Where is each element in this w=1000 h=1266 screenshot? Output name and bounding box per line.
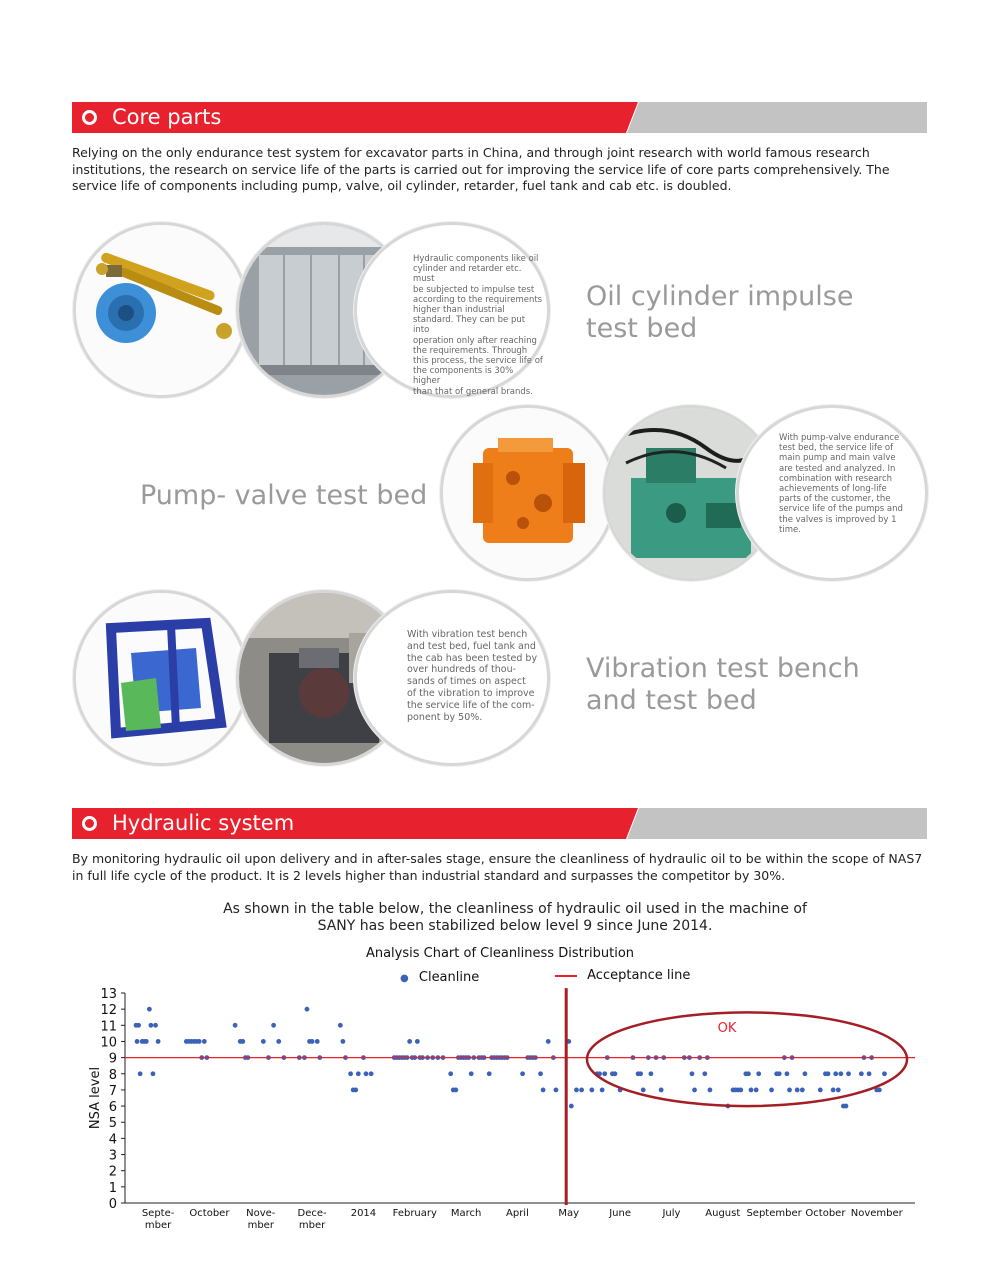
desc-line: Hydraulic components like oil xyxy=(413,254,539,264)
x-tick-label xyxy=(705,1208,740,1219)
data-point xyxy=(844,1104,849,1109)
data-point xyxy=(415,1039,420,1044)
x-tick-label xyxy=(298,1208,328,1231)
desc-line: time. xyxy=(779,524,801,535)
data-point xyxy=(600,1088,605,1093)
legend-dot-icon: ● xyxy=(400,973,409,984)
desc-line: sands of times on aspect xyxy=(407,676,526,688)
image-pod xyxy=(73,222,249,398)
pump-valve-caption xyxy=(140,480,427,512)
x-tick-label-line: May xyxy=(558,1208,580,1219)
data-point xyxy=(135,1039,140,1044)
desc-line: standard. They can be put into xyxy=(413,315,526,336)
data-point xyxy=(708,1088,713,1093)
y-tick-label: 9 xyxy=(108,1051,117,1067)
data-point xyxy=(348,1071,353,1076)
data-point xyxy=(838,1071,843,1076)
vibration-caption xyxy=(586,653,860,717)
data-point xyxy=(261,1039,266,1044)
data-point xyxy=(153,1023,158,1028)
desc-line: With vibration test bench xyxy=(407,629,528,640)
main-valve-image xyxy=(443,408,613,578)
chart-intro-note xyxy=(150,901,880,935)
data-point xyxy=(738,1088,743,1093)
data-point xyxy=(754,1088,759,1093)
data-point xyxy=(136,1023,141,1028)
desc-line: according to the requirements xyxy=(413,294,543,305)
caption-line: and test bed xyxy=(586,685,757,716)
data-point xyxy=(746,1071,751,1076)
x-tick-label-line: April xyxy=(506,1208,529,1219)
legend-line-label: Acceptance line xyxy=(587,968,691,983)
oil-cylinder-caption xyxy=(586,281,853,345)
x-tick-label xyxy=(851,1208,904,1219)
data-point xyxy=(826,1071,831,1076)
data-point xyxy=(147,1007,152,1012)
data-point xyxy=(831,1088,836,1093)
x-tick-label xyxy=(746,1208,802,1219)
data-point xyxy=(149,1023,154,1028)
x-tick-label xyxy=(246,1208,276,1231)
data-point xyxy=(641,1088,646,1093)
data-point xyxy=(795,1088,800,1093)
data-point xyxy=(453,1088,458,1093)
vibration-description xyxy=(407,629,547,723)
data-point xyxy=(659,1088,664,1093)
caption-line: Pump- valve test bed xyxy=(140,480,428,511)
header-gray-band xyxy=(627,102,927,133)
x-tick-label-line: Nove- xyxy=(246,1208,276,1219)
pump-valve-description xyxy=(779,433,914,535)
oil-cylinder-description xyxy=(413,254,543,397)
desc-line: the components is 30% higher xyxy=(413,366,514,387)
desc-line: test bed, the service life of xyxy=(779,443,894,454)
legend-series xyxy=(400,970,479,985)
legend-line-icon xyxy=(555,975,577,977)
desc-line: the valves is improved by 1 xyxy=(779,514,897,525)
y-tick-label: 0 xyxy=(108,1197,117,1212)
y-axis-label: NSA level xyxy=(88,1066,103,1130)
data-point xyxy=(364,1071,369,1076)
data-point xyxy=(859,1071,864,1076)
data-point xyxy=(407,1039,412,1044)
data-point xyxy=(882,1071,887,1076)
bullet-circle-icon xyxy=(82,816,97,831)
y-tick-label: 12 xyxy=(100,1003,117,1019)
x-tick-label xyxy=(805,1208,846,1219)
desc-line: over hundreds of thou- xyxy=(407,664,517,676)
data-point xyxy=(579,1088,584,1093)
image-pod xyxy=(440,405,616,581)
core-parts-intro xyxy=(72,145,932,195)
chart-title: Analysis Chart of Cleanliness Distribution xyxy=(365,946,635,961)
x-tick-label-line: September xyxy=(746,1208,802,1219)
data-point xyxy=(356,1071,361,1076)
data-point xyxy=(369,1071,374,1076)
data-point xyxy=(702,1071,707,1076)
data-point xyxy=(156,1039,161,1044)
data-point xyxy=(338,1023,343,1028)
y-tick-label: 3 xyxy=(108,1148,117,1164)
data-point xyxy=(315,1039,320,1044)
x-tick-label-line: August xyxy=(705,1208,741,1219)
y-tick-label: 4 xyxy=(108,1132,117,1148)
desc-line: main pump and main valve xyxy=(779,453,896,464)
desc-line: of the vibration to improve xyxy=(407,687,535,699)
data-point xyxy=(310,1039,315,1044)
bullet-circle-icon xyxy=(82,110,97,125)
data-point xyxy=(589,1088,594,1093)
data-point xyxy=(785,1071,790,1076)
data-point xyxy=(341,1039,346,1044)
caption-line: Oil cylinder impulse xyxy=(586,281,854,312)
data-point xyxy=(305,1007,310,1012)
desc-line: service life of the pumps and xyxy=(779,504,903,515)
data-point xyxy=(867,1071,872,1076)
data-point xyxy=(469,1071,474,1076)
data-point xyxy=(138,1071,143,1076)
data-point xyxy=(271,1023,276,1028)
x-tick-label-line: October xyxy=(805,1208,846,1219)
section-header-core-parts xyxy=(72,102,927,133)
desc-line: the cab has been tested by xyxy=(407,652,538,664)
data-point xyxy=(692,1088,697,1093)
data-point xyxy=(520,1071,525,1076)
data-point xyxy=(569,1104,574,1109)
data-point xyxy=(756,1071,761,1076)
data-point xyxy=(233,1023,238,1028)
x-tick-label xyxy=(506,1208,529,1219)
image-pod xyxy=(73,590,249,766)
data-point xyxy=(353,1088,358,1093)
data-point xyxy=(554,1088,559,1093)
desc-line: and test bed, fuel tank and xyxy=(407,640,536,652)
data-point xyxy=(877,1088,882,1093)
data-point xyxy=(800,1088,805,1093)
y-tick-label: 7 xyxy=(108,1083,117,1099)
desc-line: higher than industrial xyxy=(413,305,505,316)
cleanliness-chart xyxy=(0,985,1000,1255)
data-point xyxy=(276,1039,281,1044)
section-header-hydraulic-system xyxy=(72,808,927,839)
intro-line: Relying on the only endurance test system for excavator parts in China, and through joint research with world famous research xyxy=(72,145,870,160)
x-tick-label-line: February xyxy=(392,1208,437,1219)
data-point xyxy=(787,1088,792,1093)
x-tick-label xyxy=(393,1208,437,1219)
intro-line: institutions, the research on service life of the parts is carried out for improving the service life of core parts comprehensively. The xyxy=(72,161,890,177)
y-tick-label: 8 xyxy=(108,1067,117,1083)
note-line: As shown in the table below, the cleanliness of hydraulic oil used in the machine of xyxy=(223,901,807,917)
data-point xyxy=(777,1071,782,1076)
x-tick-label-line: mber xyxy=(247,1220,274,1231)
section-title: Core parts xyxy=(112,105,222,129)
x-tick-label-line: October xyxy=(189,1208,230,1219)
x-tick-label-line: Septe- xyxy=(141,1208,175,1219)
x-tick-label-line: mber xyxy=(298,1220,326,1231)
x-tick-label-line: mber xyxy=(144,1220,172,1231)
x-tick-label-line: March xyxy=(450,1208,482,1219)
desc-line: With pump-valve endurance xyxy=(779,433,900,443)
y-tick-label: 2 xyxy=(108,1164,117,1180)
caption-line: test bed xyxy=(586,313,698,344)
cab-fea-model-image xyxy=(76,593,246,763)
x-tick-label-line: Dece- xyxy=(297,1208,327,1219)
x-tick-label xyxy=(451,1208,481,1219)
desc-line: are tested and analyzed. In xyxy=(779,463,896,474)
ok-highlight-ellipse xyxy=(587,1012,907,1106)
hydraulic-cylinder-image xyxy=(76,225,246,395)
data-point xyxy=(574,1088,579,1093)
desc-line: cylinder and retarder etc. must xyxy=(413,264,522,285)
data-point xyxy=(202,1039,207,1044)
data-point xyxy=(836,1088,841,1093)
data-point xyxy=(690,1071,695,1076)
desc-line: parts of the customer, the xyxy=(779,494,891,505)
x-tick-label-line: 2014 xyxy=(350,1208,377,1219)
header-gray-band xyxy=(627,808,927,839)
x-tick-label xyxy=(661,1208,680,1219)
x-tick-label xyxy=(189,1208,230,1219)
desc-line: the requirements. Through xyxy=(413,345,528,356)
y-tick-label: 13 xyxy=(100,987,117,1002)
data-point xyxy=(538,1071,543,1076)
y-tick-label: 1 xyxy=(108,1180,117,1196)
x-tick-label-line: November xyxy=(850,1208,903,1219)
desc-line: than that of general brands. xyxy=(413,386,533,397)
section-title: Hydraulic system xyxy=(112,811,295,835)
desc-line: this process, the service life of xyxy=(413,356,543,367)
data-point xyxy=(546,1039,551,1044)
y-tick-label: 6 xyxy=(108,1100,117,1116)
note-line: SANY has been stabilized below level 9 since June 2014. xyxy=(317,918,713,934)
data-point xyxy=(487,1071,492,1076)
legend-series-label: Cleanline xyxy=(418,970,480,985)
desc-line: combination with research xyxy=(779,473,892,484)
desc-line: the service life of the com- xyxy=(407,699,535,711)
x-tick-label-line: June xyxy=(609,1208,631,1219)
data-point xyxy=(846,1071,851,1076)
x-tick-label xyxy=(558,1208,579,1219)
intro-line: service life of components including pump, valve, oil cylinder, retarder, fuel tank and cab etc. is doubled. xyxy=(72,178,732,193)
desc-line: achievements of long-life xyxy=(779,484,887,495)
data-point xyxy=(649,1071,654,1076)
data-point xyxy=(638,1071,643,1076)
y-tick-label: 5 xyxy=(108,1116,117,1132)
data-point xyxy=(769,1088,774,1093)
y-tick-label: 10 xyxy=(100,1035,117,1051)
ok-annotation: OK xyxy=(717,1020,737,1036)
data-point xyxy=(448,1071,453,1076)
x-tick-label xyxy=(351,1208,376,1219)
x-tick-label xyxy=(142,1208,175,1231)
data-point xyxy=(803,1071,808,1076)
legend-acceptance xyxy=(555,968,690,983)
desc-line: operation only after reaching xyxy=(413,335,537,346)
x-tick-label xyxy=(608,1208,631,1219)
data-point xyxy=(541,1088,546,1093)
data-point xyxy=(749,1088,754,1093)
desc-line: ponent by 50%. xyxy=(407,711,483,723)
caption-line: Vibration test bench xyxy=(586,653,860,684)
data-point xyxy=(833,1071,838,1076)
x-tick-label-line: July xyxy=(662,1208,681,1219)
data-point xyxy=(197,1039,202,1044)
desc-line: be subjected to impulse test xyxy=(413,284,535,295)
data-point xyxy=(818,1088,823,1093)
data-point xyxy=(144,1039,149,1044)
data-point xyxy=(613,1071,618,1076)
data-point xyxy=(602,1071,607,1076)
y-tick-label: 11 xyxy=(100,1019,117,1035)
hydraulic-intro xyxy=(72,851,942,884)
intro-line: By monitoring hydraulic oil upon delivery and in after-sales stage, ensure the cleanliness of hydraulic oil to be within the scope of NAS7 xyxy=(72,851,923,866)
data-point xyxy=(151,1071,156,1076)
intro-line: in full life cycle of the product. It is 2 levels higher than industrial standard and surpasses the competitor by 30%. xyxy=(72,867,786,883)
data-point xyxy=(240,1039,245,1044)
